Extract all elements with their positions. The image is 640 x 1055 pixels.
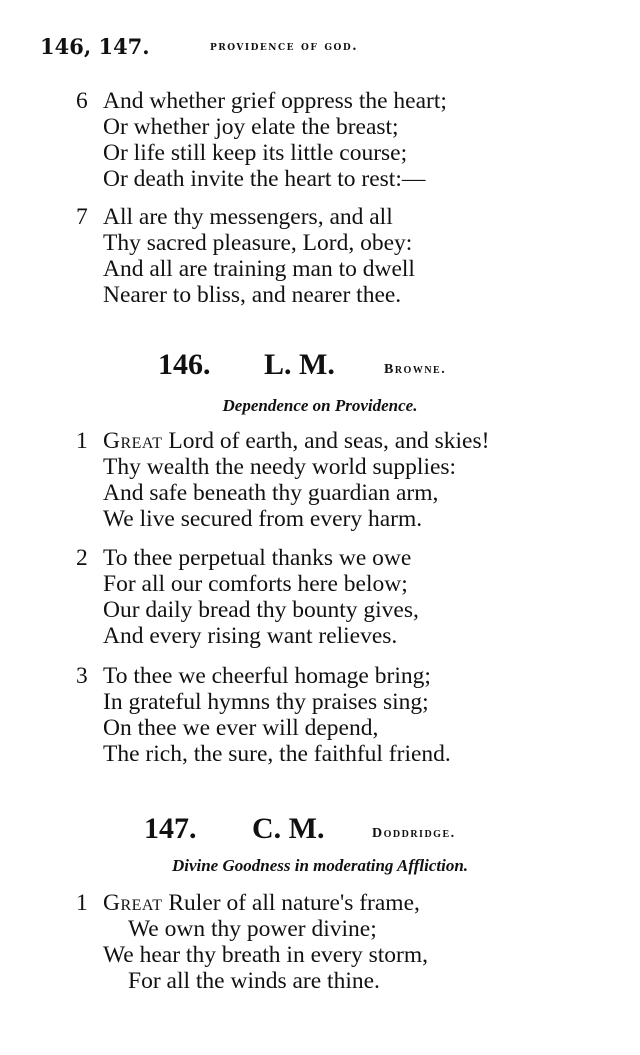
hymn-author: Doddridge.: [372, 826, 456, 841]
verse-text: All are thy messengers, and all: [103, 204, 393, 230]
verse-text: [103, 890, 420, 916]
opening-word: Great: [103, 890, 163, 916]
opening-word: Great: [103, 428, 163, 454]
verse-text: For all our comforts here below;: [103, 571, 408, 597]
verse-text: On thee we ever will depend,: [103, 715, 379, 741]
running-head: [40, 34, 600, 64]
verse-text: We hear thy breath in every storm,: [103, 942, 429, 968]
verse-text: Or life still keep its little course;: [103, 140, 408, 166]
hymn-meter: C. M.: [252, 812, 325, 845]
verse-text: Or death invite the heart to rest:—: [103, 166, 426, 192]
verse-text: We own thy power divine;: [128, 916, 377, 942]
stanza-number: 2: [76, 545, 88, 571]
verse-text: To thee we cheerful homage bring;: [103, 663, 431, 689]
verse-text: In grateful hymns thy praises sing;: [103, 689, 429, 715]
stanza-number: 1: [76, 890, 88, 916]
verse-text: To thee perpetual thanks we owe: [103, 545, 412, 571]
verse-text: The rich, the sure, the faithful friend.: [103, 741, 451, 767]
page-numbers: 146, 147.: [40, 34, 150, 59]
verse-text: And every rising want relieves.: [103, 623, 398, 649]
verse-text: Thy wealth the needy world supplies:: [103, 454, 457, 480]
verse-text: Nearer to bliss, and nearer thee.: [103, 282, 402, 308]
hymn-146-heading: [0, 348, 640, 388]
verse-text: We live secured from every harm.: [103, 506, 423, 532]
hymn-147-subtitle: Divine Goodness in moderating Affliction.: [171, 856, 469, 875]
stanza-number: 1: [76, 428, 88, 454]
hymn-number: 146.: [158, 348, 211, 381]
verse-text: And whether grief oppress the heart;: [103, 88, 447, 114]
stanza-number: 7: [76, 204, 88, 230]
stanza-number: 3: [76, 663, 88, 689]
verse-text: For all the winds are thine.: [128, 968, 380, 994]
verse-text-rest: Ruler of all nature's frame,: [162, 890, 420, 916]
verse-text: Our daily bread thy bounty gives,: [103, 597, 419, 623]
stanza-number: 6: [76, 88, 88, 114]
hymn-author: Browne.: [384, 362, 447, 377]
verse-text-rest: Lord of earth, and seas, and skies!: [162, 428, 490, 454]
verse-text: And safe beneath thy guardian arm,: [103, 480, 439, 506]
running-title: providence of god.: [210, 39, 359, 54]
hymn-meter: L. M.: [264, 348, 335, 381]
hymn-146-subtitle: Dependence on Providence.: [222, 396, 418, 415]
hymn-147-heading: [0, 812, 640, 852]
verse-text: Thy sacred pleasure, Lord, obey:: [103, 230, 413, 256]
hymn-number: 147.: [144, 812, 197, 845]
verse-text: And all are training man to dwell: [103, 256, 415, 282]
verse-text: Or whether joy elate the breast;: [103, 114, 399, 140]
verse-text: [103, 428, 489, 454]
